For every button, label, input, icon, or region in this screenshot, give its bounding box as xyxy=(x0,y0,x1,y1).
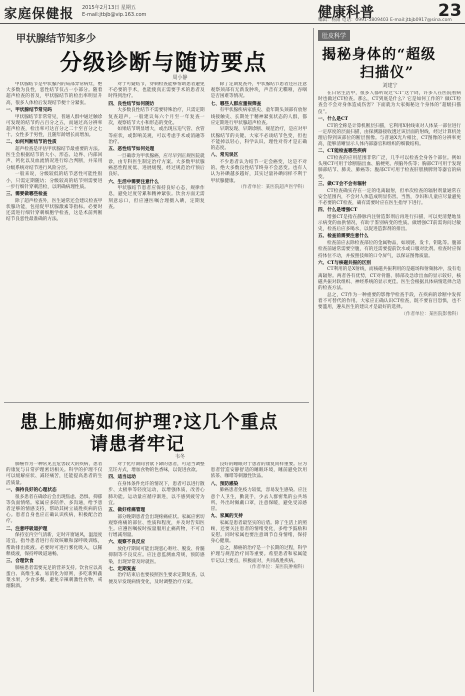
paragraph: 肺癌作为一种常见且危害较大的疾病，患者的康复与日常护理密切相关。科学的护理不仅可以缓解症状、减轻痛苦，还能提高患者的生活质量。 xyxy=(6,462,103,486)
paragraph: 在日常生活中，很多人都听说过“CT”这个词，许多人在医院看病时也做过CT检查。那么，CT到底是什么？它是如何工作的？做CT检查会不会对身体造成伤害？下面就为大家揭秘这个身体的“超级扫描仪”。 xyxy=(318,91,461,115)
article1-col1 xyxy=(6,82,102,396)
subheading: 七、定期复查 xyxy=(108,566,136,572)
paragraph: 如果结节明显增大，或出现压迫气管、食管等症状，或影响美观，可以考虑手术或消融等治疗。 xyxy=(108,127,205,145)
paragraph: 甲状腺结节患者应保持良好心态，规律作息，避免过度劳累和精神紧张。饮食方面无需刻意忌口，但应遵医嘱合理摄入碘，定期复查。 xyxy=(108,186,205,210)
subheading: 九、家属的支持 xyxy=(210,514,243,520)
author-note: （作者单位：某医院超声医学科） xyxy=(238,185,307,191)
paragraph: 一旦确诊为甲状腺癌，应尽早到正规医院就诊，由专科医生制定治疗方案。大多数甲状腺癌恶性程度低、进展缓慢，经过规范治疗预后良好。 xyxy=(108,153,205,178)
article2-col1 xyxy=(6,462,102,690)
paragraph: 部分晚期患者会出现疼痛症状。家属应密切观察疼痛的部位、性质和程度，并及时告知医生。应遵医嘱按时按量服用止痛药物，不可自行增减剂量。 xyxy=(108,514,205,539)
paragraph: 不少患者认为结节一定会癌变，这是不对的。绝大多数良性结节终身不会恶变。也有人认为补碘越多越好，其实过量补碘同样不利于甲状腺健康。 xyxy=(210,159,307,184)
subheading: 一、甲状腺结节常见吗 xyxy=(6,107,52,113)
article3-headline-line2: 扫描仪” xyxy=(360,65,415,81)
paragraph: 检查前应去除检查部位的金属物品，如项链、发卡、钥匙等。腹部检查前通常需要空腹，有的还需要提前饮水或口服对比剂。检查时应保持体位不动，并按照技师的口令屏气，以保证图像质量。 xyxy=(318,241,461,259)
subheading: 二、如何判断结节的性质 xyxy=(6,140,57,146)
paragraph: 肺癌患者免疫力较低，容易发生感染。应注意个人卫生，勤洗手，少去人群密集的公共场所。外出时佩戴口罩，注意保暖，避免受凉感冒。 xyxy=(210,488,307,512)
subheading: 二、注意呼吸道护理 xyxy=(6,526,48,532)
author-note: （作者单位：某医院肿瘤科） xyxy=(247,565,307,571)
paragraph: 很多患者在确诊后会出现焦虑、恐惧、抑郁等负面情绪。家属应多陪伴、多沟通，给予患者足够的情感支持，帮助其树立战胜疾病的信心。患者自身也应正确认识疾病，积极配合治疗。 xyxy=(6,494,103,525)
subheading: 三、需要做哪些检查 xyxy=(6,191,48,197)
paragraph: 除了超声检查外，医生通常还会建议检查甲状腺功能，包括促甲状腺激素等指标。必要时还需进行细针穿刺细胞学检查，这是术前判断结节良恶性最准确的方法。 xyxy=(6,198,103,223)
subheading: 四、什么是增强CT xyxy=(318,208,358,214)
subheading: 三、做CT会不会有辐射 xyxy=(318,181,367,187)
article1-byline: 周小静 xyxy=(172,75,188,81)
subheading: 八、常见误区 xyxy=(210,153,239,159)
article3-body xyxy=(318,91,461,691)
article3-byline: 刘建宁 xyxy=(382,83,398,89)
paragraph: CT利用的是X射线，而核磁共振利用的是磁场和射频脉冲，没有电离辐射。两者各有优势，CT对骨骼、肺部及急诊出血的显示较好，核磁共振对软组织、神经系统的显示更佳。医生会根据具体病情选择合适的检查方法。 xyxy=(318,267,461,292)
article2-col3 xyxy=(211,462,307,690)
paragraph: 在身体条件允许的情况下，患者可以进行散步、太极拳等轻度运动，以增强体质，改善心肺功能。运动量应循序渐进，以不感到疲劳为宜。 xyxy=(108,482,205,506)
paragraph: 对于可疑结节，穿刺检查能够帮助患者避免不必要的手术，也能使真正需要手术的患者及时得到治疗。 xyxy=(108,82,205,100)
subheading: 七、哪些人群应重视筛查 xyxy=(210,101,262,107)
subheading: 八、预防感染 xyxy=(210,481,239,487)
article2-byline: 韦冬 xyxy=(174,454,185,460)
article2-body xyxy=(6,462,307,690)
paragraph: 增强CT是指在静脉内注射造影剂后再进行扫描，可以更清楚地显示病变的血供情况，有助于鉴别病变的性质。做增强CT前需询问过敏史，检查后应多喝水，以促进造影剂的排出。 xyxy=(318,214,461,233)
subheading: 一、保持良好的心理状态 xyxy=(6,487,57,493)
subheading: 六、生活中需要注意什么 xyxy=(108,179,159,185)
paragraph: 家属是患者最坚实的后盾。除了生活上的照顾，还要关注患者的情绪变化，多给予鼓励和安慰。同时家属也要注意调节自身情绪，保持身心健康。 xyxy=(210,520,307,545)
paragraph: 除了定期复查外，甲状腺结节患者还应注意观察颈部有无新发肿块，声音有无嘶哑，吞咽是否困难等情况。 xyxy=(210,82,307,100)
paragraph: CT检查确实存在一定的电离辐射，但单次检查的辐射剂量通常在安全范围内，不会对人体造成明显伤害。当然，孕妇和儿童应尽量避免不必要的CT检查，确有需要时应在医生指导下进行。 xyxy=(318,188,461,206)
paragraph: 保持室内空气清新，定时开窗通风，温湿度适宜。指导患者进行有效咳嗽和深呼吸训练，帮助排出痰液。必要时可进行雾化吸入，以稀释痰液，保持呼吸道通畅。 xyxy=(6,533,103,557)
paragraph: 超声检查是评估甲状腺结节最重要的方法。医生会根据结节的大小、形态、边界、内部回声、钙化以及血流情况进行综合判断，并采用分级系统对结节进行风险分层。 xyxy=(6,147,103,171)
paragraph: CT的全称是计算机断层扫描，它利用X射线束对人体某一部位进行一定厚度的层面扫描，由探测器接收透过该层面的射线，经过计算机处理后得到该部位的断层图像。与普通X光片相比，CT图像的分辨率更高，能够清晰显示人体内部器官和组织的细微结构。 xyxy=(318,123,461,148)
section-divider xyxy=(4,402,309,403)
contact-email: E-mail:jtbjb@vip.163.com xyxy=(82,12,147,18)
article1-col3 xyxy=(211,82,307,396)
paragraph: 一般来说，分级较低的结节恶性可能性很小，只需定期随访；分级较高的结节则需要进一步行细针穿刺活检，以明确病理性质。 xyxy=(6,172,103,190)
article1-kicker: 甲状腺结节知多少 xyxy=(16,34,96,45)
paragraph: 肺癌患者需要充足的营养支持。饮食应以高蛋白、高维生素、易消化为原则，多吃新鲜蔬菜水果，少食多餐。避免辛辣刺激性食物，戒烟限酒。 xyxy=(6,565,103,590)
editor-info: 编辑：杨阳 电话：0991-5809403 E-mail:jtbjb0917@sina.com xyxy=(318,18,452,23)
paragraph: 总之，肺癌的治疗是一个长期的过程，科学护理与规范治疗同等重要。希望患者和家属能牢记以上要点，积极面对，共同战胜疾病。 xyxy=(210,546,307,564)
paragraph: 放化疗期间可能出现恶心呕吐、脱发、骨髓抑制等不良反应。应注意监测血常规，预防感染，出现异常及时就医。 xyxy=(108,547,205,565)
subheading: 五、检查前需要注意什么 xyxy=(318,234,369,240)
article3-col xyxy=(318,91,461,691)
page-title: 健康科普 xyxy=(318,5,374,21)
article1-body xyxy=(6,82,307,396)
paragraph: 甲状腺结节是甲状腺内的局部异常病灶，绝大多数为良性，恶性结节仅占一小部分。随着超声检查的普及，甲状腺结节的检出率明显升高，很多人体检后发现结节便十分紧张。 xyxy=(6,82,103,106)
subheading: 四、良性结节如何随访 xyxy=(108,101,155,107)
subheading: 六、观察不良反应 xyxy=(108,540,146,546)
issue-date: 2015年2月13日 星期五 xyxy=(82,5,136,11)
paragraph: 有甲状腺疾病家族史、童年期头颈部有放射线接触史、长期处于精神紧张状态的人群，都应定期进行甲状腺超声检查。 xyxy=(210,108,307,126)
paragraph: 大多数良性结节不需要特殊治疗，只需定期复查超声。一般建议每六个月至一年复查一次，观察结节大小和形态的变化。 xyxy=(108,108,205,126)
paragraph: 对于化疗期间食欲下降的患者，可适当调整烹饪方式，增加食物的色香味，以促进食欲。 xyxy=(108,462,205,474)
paragraph: CT检查的应用范围非常广泛，几乎可以检查全身各个部位。例如头颅CT可用于诊断脑出血、脑梗死、颅脑外伤等；胸部CT可用于发现肺部结节、肺炎、肺癌等；腹部CT可用于检查肝胆胰脾肾等器官的病变。 xyxy=(318,156,461,180)
page-number: 23 xyxy=(438,1,462,21)
article3-tag: 肚皮科学 xyxy=(318,30,350,41)
article2-headline-line2: 请患者牢记 xyxy=(90,434,185,455)
subheading: 六、CT与核磁共振的区别 xyxy=(318,260,372,266)
author-note: （作者单位：某医院影像科） xyxy=(401,311,461,317)
column-divider xyxy=(313,28,314,692)
masthead xyxy=(0,0,465,24)
paragraph: 良好的睡眠对于患者的康复同样重要。应为患者营造安静舒适的睡眠环境，睡前避免饮用浓茶、咖啡等刺激性饮品。 xyxy=(210,462,307,480)
subheading: 四、适当运动 xyxy=(108,475,136,481)
article1-headline: 分级诊断与随访要点 xyxy=(60,50,268,76)
paragraph: 治疗结束后也要按照医生要求定期复查，以便及早发现病情变化，及时调整治疗方案。 xyxy=(108,573,205,585)
paragraph: 总之，CT作为一种重要的影像学检查手段，在疾病的诊断中发挥着不可替代的作用。大家应正确认识CT检查，既不要盲目恐惧，也不要滥用，遵从医生的建议才是最好的选择。 xyxy=(318,292,461,311)
subheading: 五、做好疼痛管理 xyxy=(108,507,146,513)
article1-col2 xyxy=(108,82,204,396)
section-title: 家庭保健报 xyxy=(4,7,75,22)
article2-col2 xyxy=(108,462,204,690)
article2-headline-line1: 患上肺癌如何护理?这几个重点 xyxy=(20,412,279,433)
paragraph: 甲状腺结节非常常见，普通人群中通过触诊可发现的结节约占百分之五，而通过高分辨率超声检查，检出率可达百分之二十至百分之七十。女性多于男性，且随年龄增长而增加。 xyxy=(6,114,103,139)
paragraph: 早期发现、早期诊断、规范治疗，是应对甲状腺结节的关键。大家不必谈结节色变，但也不能掉以轻心，科学认识、理性对待才是正确的态度。 xyxy=(210,127,307,152)
subheading: 二、CT能检查哪些疾病 xyxy=(318,149,367,155)
subheading: 一、什么是CT xyxy=(318,116,349,122)
subheading: 五、恶性结节如何处理 xyxy=(108,147,155,153)
article3-headline-line1: 揭秘身体的“超级 xyxy=(322,47,437,63)
subheading: 三、合理饮食 xyxy=(6,559,34,565)
